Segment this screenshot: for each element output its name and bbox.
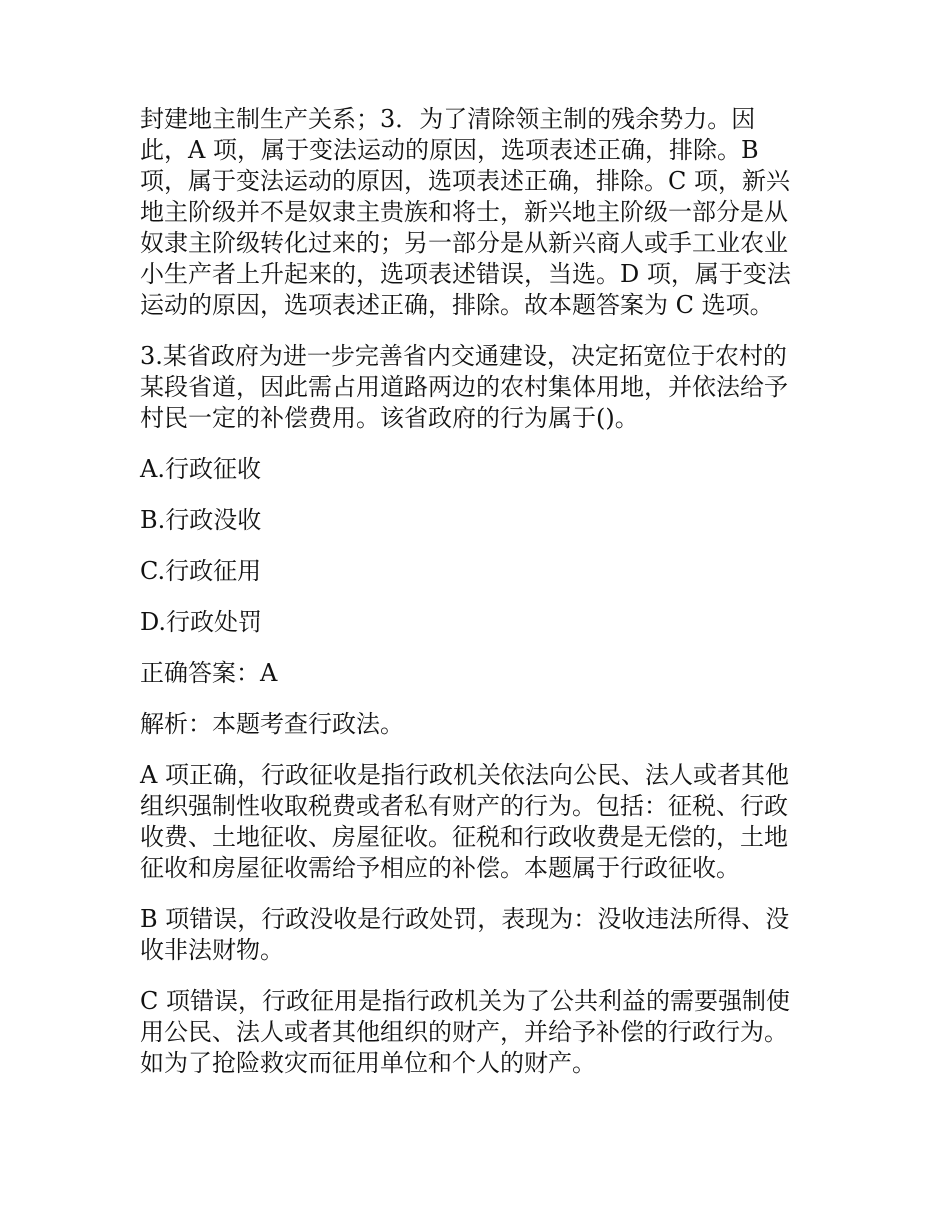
option-d: D.行政处罚 <box>140 608 263 636</box>
explanation-b <box>140 904 812 966</box>
text-line: C 项错误，行政征用是指行政机关为了公共利益的需要强制使 <box>140 987 790 1015</box>
correct-answer: 正确答案：A <box>140 659 278 687</box>
analysis-title: 解析：本题考查行政法。 <box>140 710 404 738</box>
question-stem <box>140 341 812 434</box>
text-line: 此，A 项，属于变法运动的原因，选项表述正确，排除。B <box>140 136 759 164</box>
intro-paragraph <box>140 104 812 321</box>
text-line: 组织强制性收取税费或者私有财产的行为。包括：征税、行政 <box>140 792 788 820</box>
explanation-c <box>140 986 812 1079</box>
text-line: B 项错误，行政没收是行政处罚，表现为：没收违法所得、没 <box>140 905 790 933</box>
explanation-a <box>140 760 812 884</box>
text-line: 收非法财物。 <box>140 936 284 964</box>
option-b: B.行政没收 <box>140 506 262 534</box>
text-line: A 项正确，行政征收是指行政机关依法向公民、法人或者其他 <box>140 761 789 789</box>
option-c: C.行政征用 <box>140 557 262 585</box>
text-line: 运动的原因，选项表述正确，排除。故本题答案为 C 选项。 <box>140 291 774 319</box>
text-line: 奴隶主阶级转化过来的；另一部分是从新兴商人或手工业农业 <box>140 229 788 257</box>
text-line: 用公民、法人或者其他组织的财产，并给予补偿的行政行为。 <box>140 1018 788 1046</box>
text-line: 如为了抢险救灾而征用单位和个人的财产。 <box>140 1049 596 1077</box>
text-line: 征收和房屋征收需给予相应的补偿。本题属于行政征收。 <box>140 854 740 882</box>
text-line: 3.某省政府为进一步完善省内交通建设，决定拓宽位于农村的 <box>140 342 787 370</box>
document-page <box>140 104 812 1099</box>
text-line: 项，属于变法运动的原因，选项表述正确，排除。C 项，新兴 <box>140 167 790 195</box>
text-line: 村民一定的补偿费用。该省政府的行为属于()。 <box>140 404 639 432</box>
text-line: 某段省道，因此需占用道路两边的农村集体用地，并依法给予 <box>140 373 788 401</box>
text-line: 地主阶级并不是奴隶主贵族和将士，新兴地主阶级一部分是从 <box>140 198 788 226</box>
option-a: A.行政征收 <box>140 455 261 483</box>
text-line: 小生产者上升起来的，选项表述错误，当选。D 项，属于变法 <box>140 260 791 288</box>
text-line: 封建地主制生产关系；3．为了清除领主制的残余势力。因 <box>140 105 756 133</box>
text-line: 收费、土地征收、房屋征收。征税和行政收费是无偿的，土地 <box>140 823 788 851</box>
